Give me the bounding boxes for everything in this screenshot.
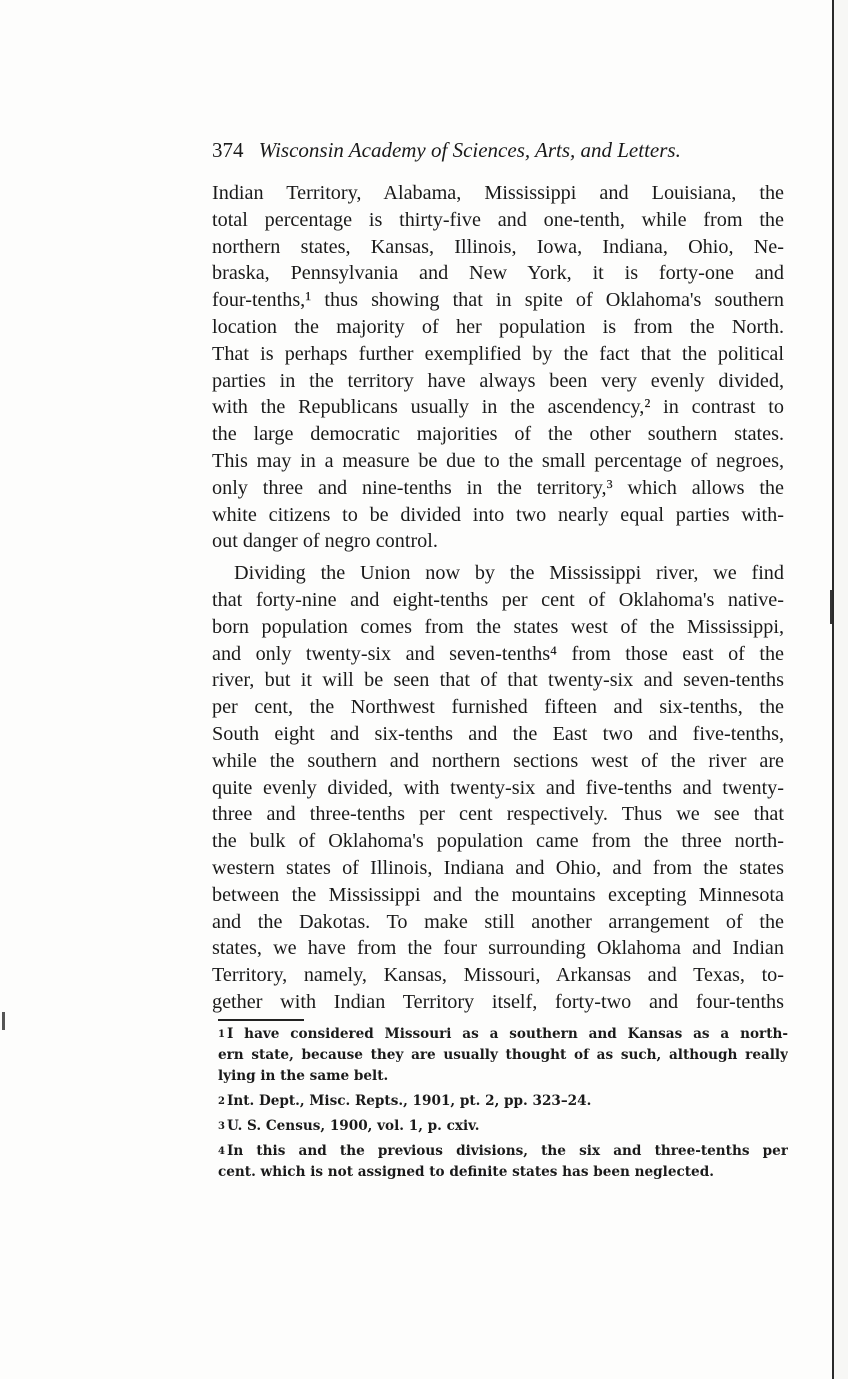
running-header <box>212 138 752 163</box>
body-line: the large democratic majorities of the other southern states. <box>212 423 784 446</box>
footnote-line: cent. which is not assigned to definite states has been neglected. <box>218 1164 714 1180</box>
footnote-text: U. S. Census, 1900, vol. 1, p. cxiv. <box>226 1118 480 1134</box>
page-edge-line <box>832 0 834 1379</box>
footnote <box>218 1116 788 1137</box>
footnote-line <box>218 1141 788 1162</box>
body-line: Territory, namely, Kansas, Missouri, Arkansas and Texas, to- <box>212 964 784 987</box>
footnote-line: ern state, because they are usually thought of as such, although really <box>218 1047 788 1063</box>
body-line: western states of Illinois, Indiana and Ohio, and from the states <box>212 856 784 879</box>
footnote-text: In this and the previous divisions, the six and three-tenths per <box>226 1143 788 1159</box>
scan-artifact <box>2 1012 5 1030</box>
footnote-marker: 4 <box>218 1146 225 1157</box>
body-line: three and three-tenths per cent respectively. Thus we see that <box>212 803 784 826</box>
scan-artifact-margin <box>830 590 832 624</box>
body-line: Indian Territory, Alabama, Mississippi and Louisiana, the <box>212 182 784 204</box>
body-line: born population comes from the states west of the Mississippi, <box>212 615 784 638</box>
body-line: total percentage is thirty-five and one-tenth, while from the <box>212 208 784 231</box>
body-line: states, we have from the four surrounding Oklahoma and Indian <box>212 937 784 960</box>
body-line: with the Republicans usually in the ascendency,² in contrast to <box>212 396 784 419</box>
body-line: out danger of negro control. <box>212 530 438 553</box>
footnote <box>218 1141 788 1183</box>
footnote-line <box>218 1116 788 1137</box>
body-line: between the Mississippi and the mountains excepting Minnesota <box>212 883 784 906</box>
footnote-text: Int. Dept., Misc. Repts., 1901, pt. 2, pp. 323–24. <box>226 1093 592 1109</box>
body-line: only three and nine-tenths in the territory,³ which allows the <box>212 476 784 499</box>
footnote-marker: 2 <box>218 1096 225 1107</box>
body-line: That is perhaps further exemplified by the fact that the political <box>212 342 784 365</box>
body-line: and only twenty-six and seven-tenths⁴ from those east of the <box>212 642 784 665</box>
footnote-line <box>218 1024 788 1045</box>
footnote-marker: 3 <box>218 1121 225 1132</box>
body-line: parties in the territory have always been very evenly divided, <box>212 369 784 392</box>
body-line: white citizens to be divided into two nearly equal parties with- <box>212 503 784 526</box>
body-line: per cent, the Northwest furnished fifteen and six-tenths, the <box>212 696 784 719</box>
body-line: quite evenly divided, with twenty-six and five-tenths and twenty- <box>212 776 784 799</box>
body-line: South eight and six-tenths and the East two and five-tenths, <box>212 722 784 745</box>
body-line: the bulk of Oklahoma's population came from the three north- <box>212 830 784 853</box>
page-margin-shadow <box>834 0 848 1379</box>
body-line: northern states, Kansas, Illinois, Iowa, Indiana, Ohio, Ne- <box>212 235 784 258</box>
body-line: while the southern and northern sections west of the river are <box>212 749 784 772</box>
running-title: Wisconsin Academy of Sciences, Arts, and Letters. <box>258 138 681 162</box>
footnote <box>218 1091 788 1112</box>
body-line: gether with Indian Territory itself, forty-two and four-tenths <box>212 990 784 1013</box>
body-line: braska, Pennsylvania and New York, it is forty-one and <box>212 262 784 285</box>
body-line: and the Dakotas. To make still another arrangement of the <box>212 910 784 933</box>
page-number: 374 <box>212 138 244 162</box>
footnote-line <box>218 1091 788 1112</box>
body-line: river, but it will be seen that of that twenty-six and seven-tenths <box>212 669 784 692</box>
body-line: four-tenths,¹ thus showing that in spite of Oklahoma's southern <box>212 289 784 312</box>
footnote-marker: 1 <box>218 1029 225 1040</box>
body-text <box>212 180 784 1016</box>
body-line: location the majority of her population is from the North. <box>212 315 784 338</box>
footnote <box>218 1024 788 1087</box>
body-line: Dividing the Union now by the Mississippi river, we find <box>234 562 784 585</box>
footnote-line: lying in the same belt. <box>218 1068 389 1084</box>
footnote-text: I have considered Missouri as a southern and Kansas as a north- <box>226 1026 788 1042</box>
footnote-rule <box>218 1019 304 1021</box>
body-line: that forty-nine and eight-tenths per cent of Oklahoma's native- <box>212 588 784 611</box>
body-line: This may in a measure be due to the small percentage of negroes, <box>212 449 784 472</box>
footnotes <box>218 1024 788 1183</box>
